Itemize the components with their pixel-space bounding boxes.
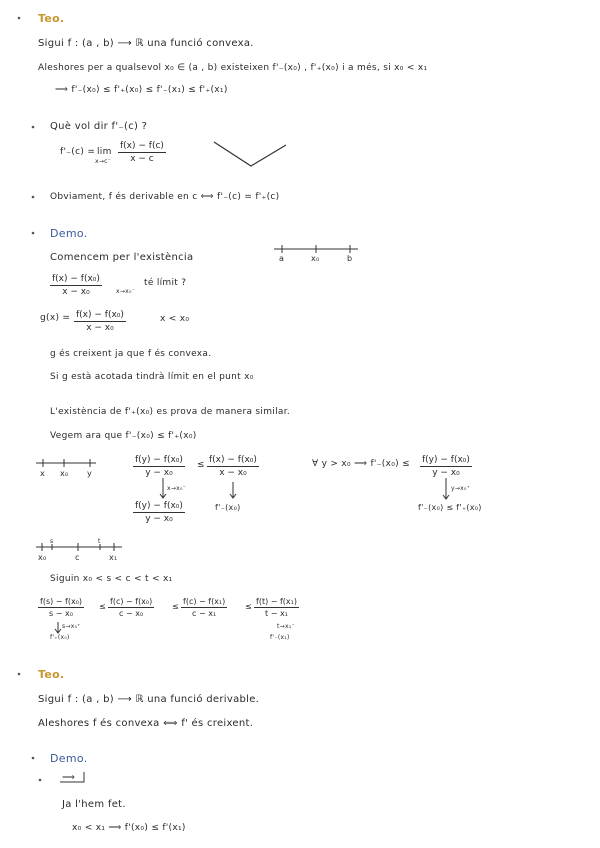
fraction-numerator: f(t) − f(x₁) (256, 597, 297, 606)
forall-line: ∀ y > x₀ ⟹ f'₋(x₀) ≤ (312, 459, 410, 469)
limit-subscript: x→x₀⁻ (116, 288, 136, 295)
demo-title: Demo. (50, 227, 88, 240)
fraction-numerator: f(c) − f(x₁) (183, 597, 226, 606)
bullet-dot (32, 757, 35, 760)
arrow-label: y→x₀⁺ (451, 485, 471, 492)
fraction-numerator: f(x) − f(x₀) (52, 274, 100, 284)
theorem-statement: Sigui f : (a , b) ⟶ ℝ una funció convexa. (38, 38, 254, 49)
limit-fraction (50, 274, 102, 297)
bullet-dot (39, 779, 42, 782)
siguin-line: Siguin x₀ < s < c < t < x₁ (50, 574, 173, 584)
derivative-order: x₀ < x₁ ⟹ f'(x₀) ≤ f'(x₁) (72, 823, 186, 833)
right-derivative-x0: f'₊(x₀) (50, 634, 70, 641)
demo-line: Comencem per l'existència (50, 252, 194, 263)
arrow-label: t→x₁⁻ (277, 623, 296, 630)
label-x: x (40, 469, 46, 478)
label-x0: x₀ (311, 254, 320, 263)
chain-fraction-4 (254, 597, 299, 618)
fraction-denominator: x − c (130, 154, 154, 164)
le-sign: ≤ (99, 602, 107, 611)
label-x0: x₀ (38, 553, 47, 562)
bullet-dot (32, 196, 35, 199)
vegem-line: Vegem ara que f'₋(x₀) ≤ f'₊(x₀) (50, 431, 197, 441)
question-line: Què vol dir f'₋(c) ? (50, 121, 148, 132)
theorem-claim: Aleshores per a qualsevol x₀ ∈ (a , b) existeixen f'₋(x₀) , f'₊(x₀) i a més, si x₀ < x₁ (38, 63, 428, 73)
fraction-denominator: x − x₀ (62, 287, 90, 297)
lim-subscript: x→c⁻ (95, 158, 112, 165)
le-sign: ≤ (172, 602, 180, 611)
label-y: y (87, 469, 93, 478)
bullet-dot (32, 232, 35, 235)
fraction-numerator: f(y) − f(x₀) (135, 455, 183, 465)
obvious-line: Obviament, f és derivable en c ⟺ f'₋(c) = f'₊(c) (50, 192, 280, 202)
fraction-denominator: x − x₀ (86, 323, 114, 333)
fraction-denominator: y − x₀ (145, 514, 173, 524)
fraction-denominator: y − x₀ (432, 468, 460, 478)
fraction-denominator: c − x₁ (192, 609, 217, 618)
le-sign: ≤ (245, 602, 253, 611)
demo-line: Ja l'hem fet. (62, 799, 126, 810)
bullet-dot (18, 17, 21, 20)
demo-title: Demo. (50, 752, 88, 765)
fraction-numerator: f(s) − f(x₀) (40, 597, 83, 606)
slope-fraction-c (133, 501, 185, 524)
label-x1: x₁ (109, 553, 118, 562)
label-s: s (50, 538, 54, 545)
label-c: c (75, 553, 80, 562)
slope-fraction-b (207, 455, 259, 478)
limit-question: té límit ? (144, 278, 187, 288)
bullet-dot (32, 126, 35, 129)
implies-symbol: ⟹ (62, 773, 76, 783)
g-bounded: Si g està acotada tindrà límit en el punt x₀ (50, 372, 254, 382)
fraction-denominator: c − x₀ (119, 609, 144, 618)
fraction-numerator: f(x) − f(x₀) (76, 310, 124, 320)
slope-fraction-d (420, 455, 472, 478)
fraction-denominator: y − x₀ (145, 468, 173, 478)
bullet-dot (18, 673, 21, 676)
chain-fraction-3 (181, 597, 227, 618)
g-lhs: g(x) = (40, 313, 71, 323)
label-b: b (347, 254, 353, 263)
derivative-inequality: f'₋(x₀) ≤ f'₊(x₀) (418, 503, 482, 512)
label-t: t (98, 538, 101, 545)
fraction-numerator: f(c) − f(x₀) (110, 597, 153, 606)
deriv-fraction (118, 141, 166, 164)
ge-sign: ≤ (197, 460, 205, 470)
g-condition: x < x₀ (160, 314, 190, 324)
fraction-numerator: f(x) − f(x₀) (209, 455, 257, 465)
existence-line: L'existència de f'₊(x₀) es prova de manera similar. (50, 407, 291, 417)
left-derivative: f'₋(x₀) (215, 503, 241, 512)
theorem-claim: Aleshores f és convexa ⟺ f' és creixent. (38, 718, 254, 729)
fraction-denominator: t − x₁ (265, 609, 288, 618)
convex-sketch (214, 142, 286, 166)
theorem-inequality: ⟹ f'₋(x₀) ≤ f'₊(x₀) ≤ f'₋(x₁) ≤ f'₊(x₁) (55, 85, 228, 95)
fraction-numerator: f(x) − f(c) (120, 141, 164, 151)
fraction-denominator: s − x₀ (49, 609, 73, 618)
fraction-denominator: x − x₀ (219, 468, 247, 478)
g-increasing: g és creixent ja que f és convexa. (50, 349, 212, 359)
fraction-numerator: f(y) − f(x₀) (135, 501, 183, 511)
chain-fraction-2 (108, 597, 154, 618)
deriv-lhs: f'₋(c) = (60, 147, 96, 157)
theorem-title: Teo. (38, 668, 65, 681)
arrow-label: s→x₀⁺ (62, 623, 81, 630)
theorem-title: Teo. (38, 12, 65, 25)
fraction-numerator: f(y) − f(x₀) (422, 455, 470, 465)
g-fraction (74, 310, 126, 333)
left-derivative-x1: f'₋(x₁) (270, 634, 290, 641)
label-x0: x₀ (60, 469, 69, 478)
slope-fraction-a (133, 455, 185, 478)
lim-label: lim (97, 147, 112, 157)
theorem-statement: Sigui f : (a , b) ⟶ ℝ una funció derivable. (38, 694, 260, 705)
chain-fraction-1 (38, 597, 84, 618)
label-a: a (279, 254, 285, 263)
arrow-label: x→x₀⁻ (167, 485, 187, 492)
